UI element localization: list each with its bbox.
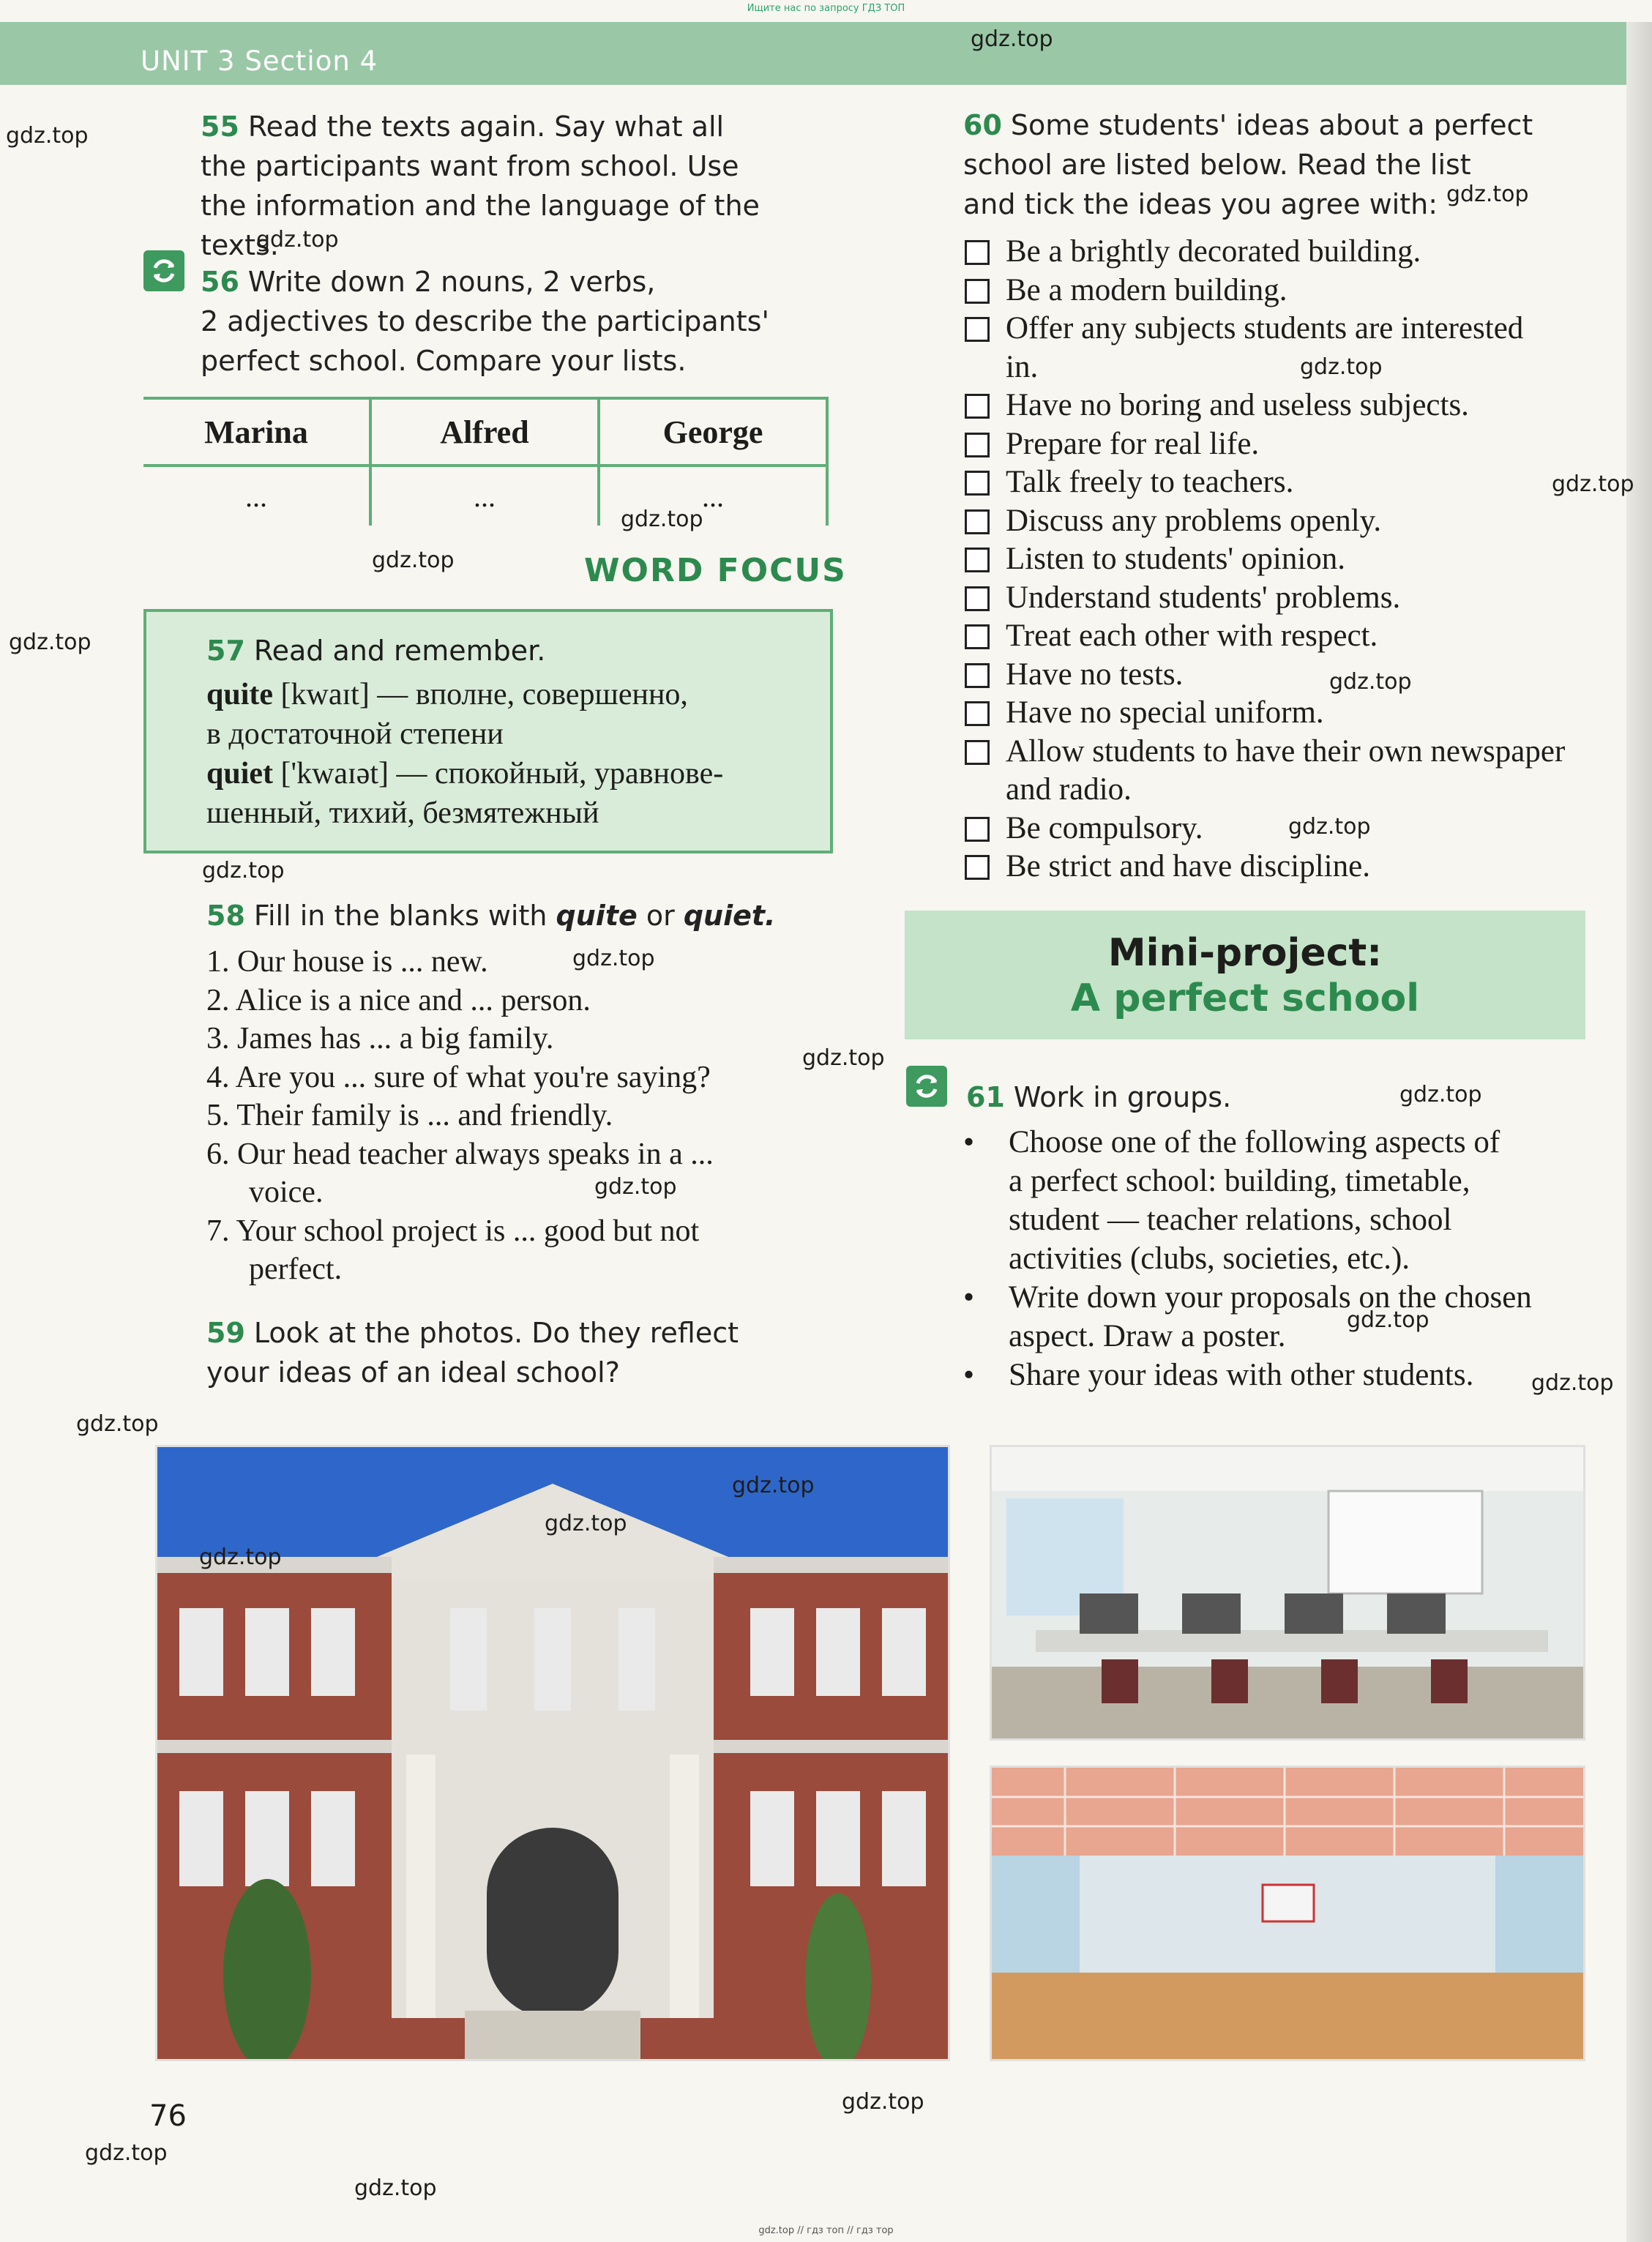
table-cell: ...: [370, 466, 599, 526]
list-item: voice.: [249, 1176, 324, 1209]
checkbox-label: Prepare for real life.: [1006, 426, 1260, 461]
checklist-item: [965, 694, 1609, 733]
task-number: 59: [206, 1317, 245, 1349]
checklist-item-continuation: [965, 771, 1609, 810]
watermark: gdz.top: [1399, 1082, 1482, 1107]
watermark: gdz.top: [76, 1411, 159, 1437]
ideas-checklist: [965, 233, 1609, 886]
keyword-quite: quite: [556, 900, 638, 932]
task-61: [966, 1077, 1596, 1117]
checklist-item: [965, 425, 1609, 464]
vocab-word-quite: quite: [206, 678, 274, 711]
task-text: and tick the ideas you agree with:: [963, 188, 1438, 220]
list-item: perfect.: [249, 1252, 343, 1286]
checkbox-label: Talk freely to teachers.: [1006, 465, 1294, 499]
checkbox[interactable]: [965, 433, 990, 457]
checklist-item: [965, 656, 1609, 695]
task-text: the information and the language of the texts.: [201, 190, 760, 261]
bullet-text: a perfect school: building, timetable,: [1009, 1164, 1470, 1198]
mini-project-subtitle: A perfect school: [1070, 976, 1420, 1020]
checkbox-label: Allow students to have their own newspaper: [1006, 733, 1566, 769]
checkbox[interactable]: [965, 394, 990, 419]
list-item: 2. Alice is a nice and ... person.: [206, 983, 591, 1017]
checkbox-label: Have no tests.: [1006, 657, 1184, 692]
checkbox[interactable]: [965, 855, 990, 880]
bullet-dot: •: [963, 1358, 975, 1392]
list-item: 7. Your school project is ... good but not: [206, 1214, 700, 1248]
fill-blanks-list: [206, 943, 836, 1289]
checklist-item: [965, 233, 1609, 272]
task-text: Some students' ideas about a perfect: [1010, 109, 1533, 141]
task-text: 2 adjectives to describe the participants': [201, 305, 769, 337]
watermark: gdz.top: [971, 26, 1053, 52]
watermark: gdz.top: [1288, 814, 1371, 840]
checkbox[interactable]: [965, 624, 990, 649]
checkbox-label: Discuss any problems openly.: [1006, 503, 1382, 538]
checklist-item: [965, 848, 1609, 886]
word-focus-heading: WORD FOCUS: [584, 552, 847, 589]
watermark: gdz.top: [621, 507, 703, 532]
top-note: Ищите нас по запросу ГДЗ ТОП: [747, 3, 905, 14]
watermark: gdz.top: [572, 946, 655, 971]
checkbox-label: in.: [1006, 349, 1039, 384]
task-text: your ideas of an ideal school?: [206, 1356, 620, 1389]
checkbox-label: Be a modern building.: [1006, 272, 1287, 307]
task-title: Read and remember.: [253, 635, 546, 667]
checkbox[interactable]: [965, 817, 990, 842]
checkbox-label: Understand students' problems.: [1006, 580, 1401, 615]
group-work-bullets: [963, 1123, 1607, 1394]
task-text: the participants want from school. Use: [201, 150, 739, 182]
checklist-item: [965, 272, 1609, 310]
watermark: gdz.top: [1446, 182, 1529, 207]
school-building-photo: [155, 1445, 950, 2061]
table-cell: ...: [599, 466, 827, 526]
task-number: 57: [206, 635, 245, 667]
table-cell: ...: [143, 466, 370, 526]
watermark: gdz.top: [256, 227, 339, 253]
checkbox[interactable]: [965, 471, 990, 496]
watermark: gdz.top: [372, 548, 455, 573]
bullet-text: student — teacher relations, school: [1009, 1203, 1452, 1237]
bullet-text: activities (clubs, societies, etc.).: [1009, 1241, 1410, 1276]
task-text: perfect school. Compare your lists.: [201, 345, 687, 377]
list-item: 4. Are you ... sure of what you're saying?: [206, 1060, 711, 1094]
task-number: 55: [201, 111, 239, 143]
bullet-dot: •: [963, 1125, 975, 1159]
table-header-alfred: Alfred: [370, 398, 599, 466]
list-item: 3. James has ... a big family.: [206, 1022, 554, 1055]
checkbox-label: Be strict and have discipline.: [1006, 849, 1370, 883]
task-number: 56: [201, 266, 239, 298]
checklist-item: [965, 733, 1609, 771]
computer-classroom-photo: [990, 1445, 1585, 1741]
bullet-item: [963, 1123, 1607, 1278]
watermark: gdz.top: [732, 1473, 815, 1498]
checkbox[interactable]: [965, 548, 990, 572]
checkbox-label: Treat each other with respect.: [1006, 619, 1378, 653]
watermark: gdz.top: [594, 1174, 677, 1200]
task-text: or: [646, 900, 675, 932]
checkbox[interactable]: [965, 317, 990, 342]
bullet-item: [963, 1356, 1607, 1394]
watermark: gdz.top: [1347, 1307, 1429, 1333]
vocab-word-quiet: quiet: [206, 757, 274, 791]
checkbox[interactable]: [965, 663, 990, 688]
task-59: [206, 1313, 851, 1392]
watermark: gdz.top: [545, 1511, 627, 1536]
checkbox[interactable]: [965, 740, 990, 765]
checklist-item: [965, 502, 1609, 541]
task-number: 58: [206, 900, 245, 932]
task-text: Write down 2 nouns, 2 verbs,: [247, 266, 656, 298]
task-57: [206, 631, 821, 833]
watermark: gdz.top: [1531, 1370, 1614, 1396]
task-title: Work in groups.: [1013, 1081, 1232, 1113]
checklist-item: [965, 463, 1609, 502]
checklist-item-continuation: [965, 348, 1609, 387]
sports-hall-photo: [990, 1765, 1585, 2061]
page-edge: [1626, 22, 1652, 2242]
checkbox[interactable]: [965, 279, 990, 304]
bullet-item: [963, 1278, 1607, 1356]
checklist-item: [965, 540, 1609, 579]
checkbox-label: Be a brightly decorated building.: [1006, 234, 1421, 269]
checkbox-label: and radio.: [1006, 772, 1132, 807]
checklist-item: [965, 310, 1609, 348]
task-number: 61: [966, 1081, 1005, 1113]
watermark: gdz.top: [202, 858, 285, 883]
task-number: 60: [963, 109, 1002, 141]
task-56: [201, 262, 845, 381]
watermark: gdz.top: [9, 629, 91, 655]
checkbox-label: Be compulsory.: [1006, 810, 1203, 845]
bottom-note: gdz.top // гдз топ // гдз тор: [758, 2225, 894, 2236]
watermark: gdz.top: [354, 2175, 437, 2201]
bullet-text: Share your ideas with other students.: [1009, 1358, 1474, 1392]
mini-project-title: Mini-project:: [1107, 931, 1383, 975]
checklist-item: [965, 617, 1609, 656]
watermark: gdz.top: [1329, 669, 1412, 695]
group-work-icon: [906, 1066, 947, 1107]
watermark: gdz.top: [842, 2089, 924, 2115]
page-number: 76: [149, 2099, 187, 2133]
task-title: Fill in the blanks with: [253, 900, 547, 932]
unit-header-title: UNIT 3 Section 4: [141, 45, 378, 77]
keyword-quiet: quiet.: [683, 900, 776, 932]
vocab-definition: шенный, тихий, безмятежный: [206, 796, 599, 830]
checkbox[interactable]: [965, 586, 990, 611]
checklist-item: [965, 579, 1609, 618]
pair-work-icon: [143, 250, 184, 291]
watermark: gdz.top: [1300, 354, 1383, 380]
bullet-text: Choose one of the following aspects of: [1009, 1125, 1500, 1159]
watermark: gdz.top: [85, 2140, 168, 2166]
task-text: Read the texts again. Say what all: [247, 111, 725, 143]
checkbox[interactable]: [965, 701, 990, 726]
vocab-definition: ['kwaɪət] — спокойный, уравнове-: [280, 757, 724, 791]
checkbox-label: Have no special uniform.: [1006, 695, 1324, 730]
bullet-dot: •: [963, 1280, 975, 1315]
vocab-definition: [kwaɪt] — вполне, совершенно,: [280, 678, 688, 711]
checkbox-label: Have no boring and useless subjects.: [1006, 388, 1469, 422]
list-item: 1. Our house is ... new.: [206, 945, 488, 979]
checklist-item: [965, 810, 1609, 848]
checkbox-label: Offer any subjects students are interested: [1006, 311, 1524, 345]
list-item: 5. Their family is ... and friendly.: [206, 1099, 613, 1132]
task-text: school are listed below. Read the list: [963, 149, 1471, 181]
watermark: gdz.top: [1552, 471, 1634, 497]
participants-table: [143, 397, 829, 526]
watermark: gdz.top: [802, 1045, 885, 1071]
checkbox[interactable]: [965, 240, 990, 265]
task-text: Look at the photos. Do they reflect: [253, 1317, 739, 1349]
watermark: gdz.top: [6, 123, 89, 149]
task-58: [206, 896, 851, 935]
list-item: 6. Our head teacher always speaks in a ...: [206, 1137, 714, 1171]
bullet-text: Write down your proposals on the chosen: [1009, 1280, 1532, 1315]
table-header-george: George: [599, 398, 827, 466]
checklist-item: [965, 386, 1609, 425]
vocab-definition: в достаточной степени: [206, 717, 504, 751]
watermark: gdz.top: [199, 1544, 282, 1570]
checkbox-label: Listen to students' opinion.: [1006, 542, 1346, 576]
checkbox[interactable]: [965, 509, 990, 534]
table-header-marina: Marina: [143, 398, 370, 466]
bullet-text: aspect. Draw a poster.: [1009, 1319, 1286, 1353]
